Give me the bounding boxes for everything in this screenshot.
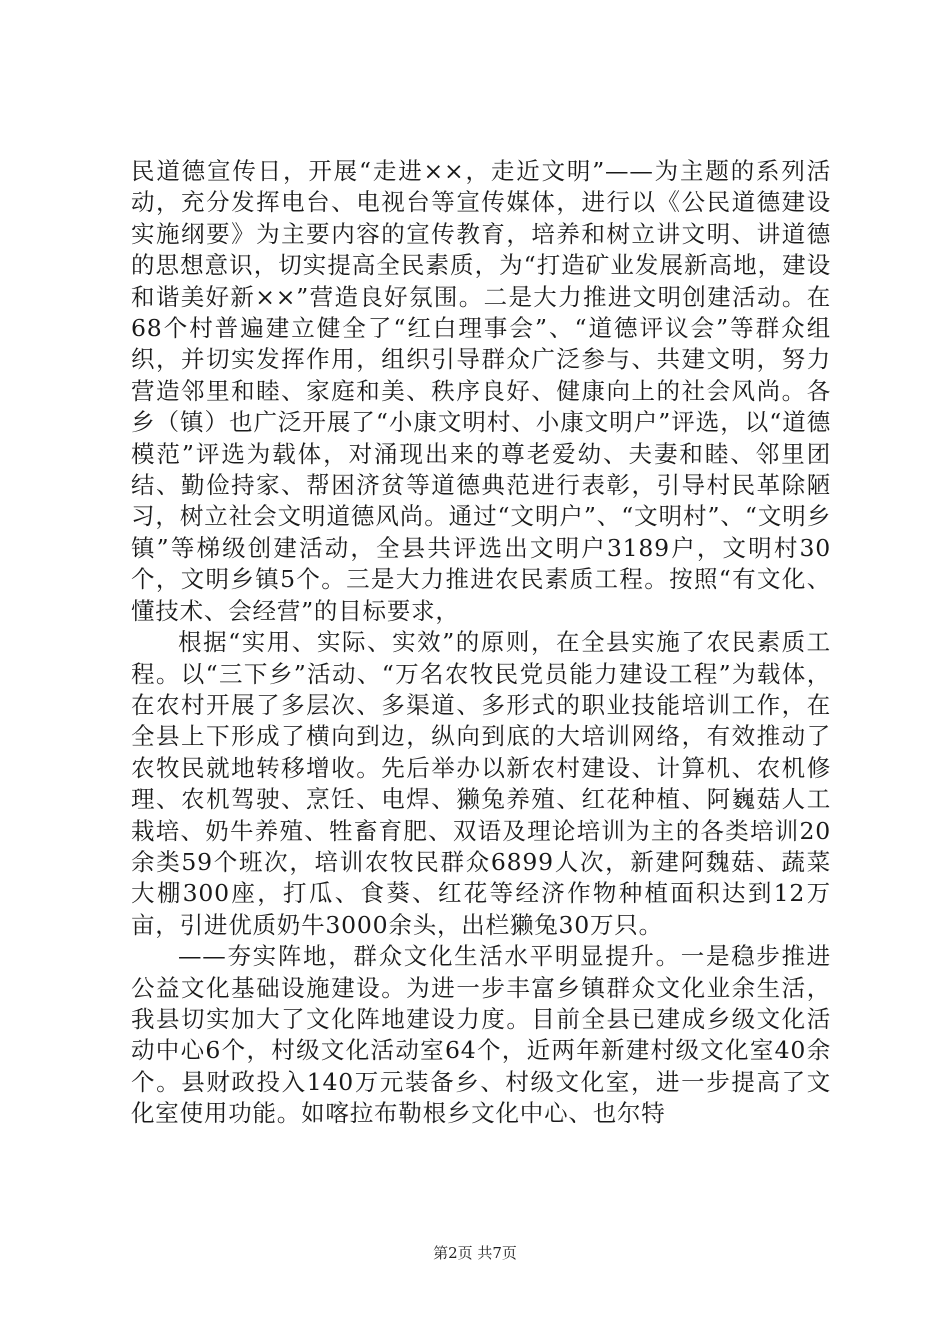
paragraph-civic-morality: 民道德宣传日，开展“走进××，走近文明”——为主题的系列活动，充分发挥电台、电视台等宣传媒体，进行以《公民道德建设实施纲要》为主要内容的宣传教育，培养和树立讲文明、讲道德的思想意识，切实提高全民素质，为“打造矿业发展新高地，建设和谐美好新××”营造良好氛围。二是大力推进文明创建活动。在68个村普遍建立健全了“红白理事会”、“道德评议会”等群众组织，并切实发挥作用，组织引导群众广泛参与、共建文明，努力营造邻里和睦、家庭和美、秩序良好、健康向上的社会风尚。各乡（镇）也广泛开展了“小康文明村、小康文明户”评选，以“道德模范”评选为载体，对涌现出来的尊老爱幼、夫妻和睦、邻里团结、勤俭持家、帮困济贫等道德典范进行表彰，引导村民革除陋习，树立社会文明道德风尚。通过“文明户”、“文明村”、“文明乡镇”等梯级创建活动，全县共评选出文明户3189户，文明村30个，文明乡镇5个。三是大力推进农民素质工程。按照“有文化、懂技术、会经营”的目标要求， [131,157,831,625]
paragraph-farmer-training: 根据“实用、实际、实效”的原则，在全县实施了农民素质工程。以“三下乡”活动、“万名农牧民党员能力建设工程”为载体，在农村开展了多层次、多渠道、多形式的职业技能培训工作，在全县上下形成了横向到边，纵向到底的大培训网络，有效推动了农牧民就地转移增收。先后举办以新农村建设、计算机、农机修理、农机驾驶、烹饪、电焊、獭兔养殖、红花种植、阿巍菇人工栽培、奶牛养殖、牲畜育肥、双语及理论培训为主的各类培训20余类59个班次，培训农牧民群众6899人次，新建阿魏菇、蔬菜大棚300座，打瓜、食葵、红花等经济作物种植面积达到12万亩，引进优质奶牛3000余头，出栏獭兔30万只。 [131,628,831,939]
page-footer: 第2页 共7页 [433,1244,517,1262]
document-body [131,156,831,1130]
paragraph-cultural-facilities: ——夯实阵地，群众文化生活水平明显提升。一是稳步推进公益文化基础设施建设。为进一步丰富乡镇群众文化业余生活，我县切实加大了文化阵地建设力度。目前全县已建成乡级文化活动中心6个，村级文化活动室64个，近两年新建村级文化室40余个。县财政投入140万元装备乡、村级文化室，进一步提高了文化室使用功能。如喀拉布勒根乡文化中心、也尔特 [131,942,831,1128]
